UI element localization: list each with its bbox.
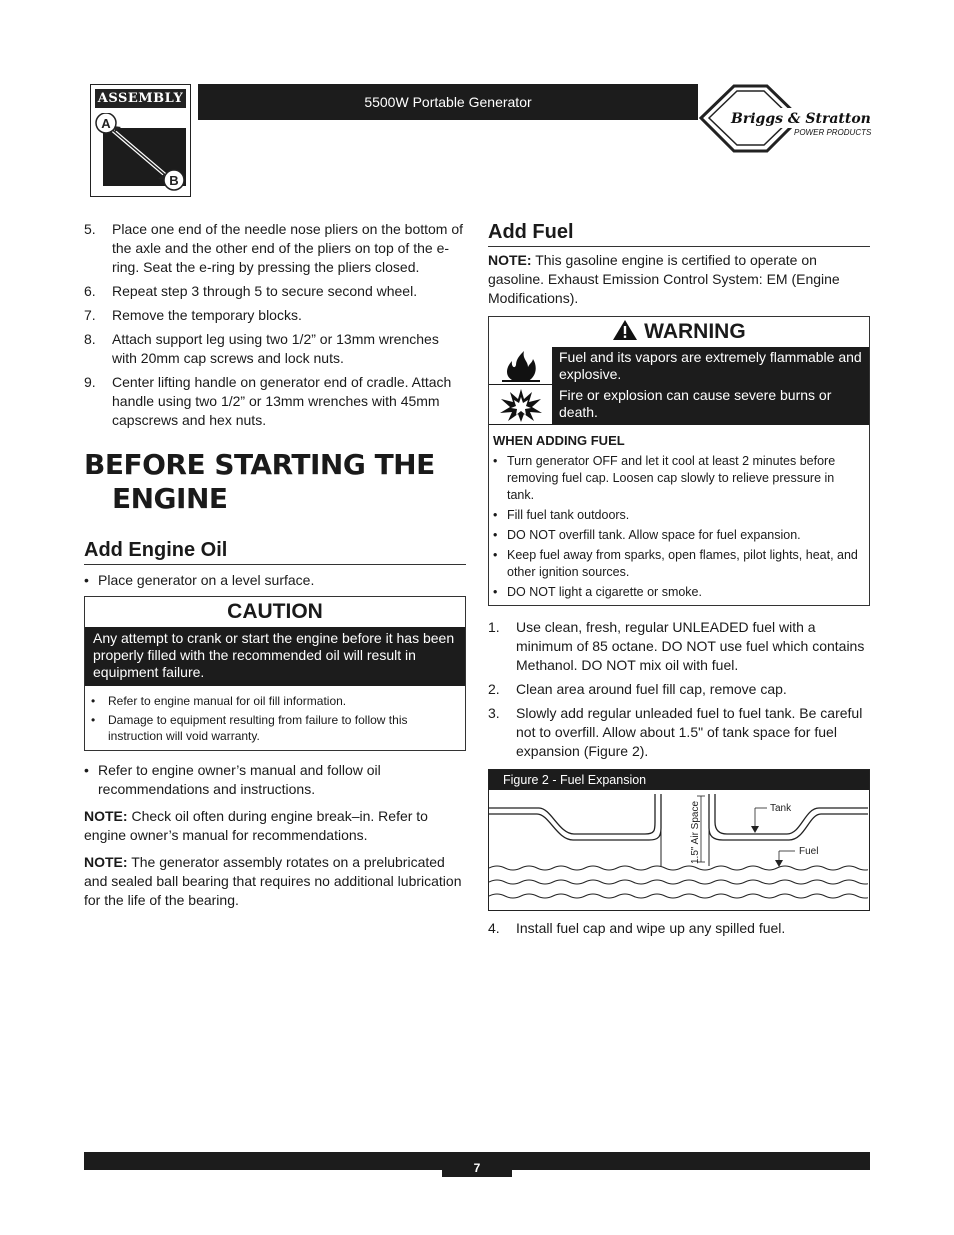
- logo-sub-text: POWER PRODUCTS: [794, 128, 872, 137]
- logo-brand-text: Briggs & Stratton: [731, 111, 871, 127]
- right-column: [488, 220, 870, 943]
- list-item: • Keep fuel away from sparks, open flames, pilot lights, heat, and other ignition sources.: [493, 548, 858, 579]
- point-a-label: A: [101, 116, 111, 131]
- warning-list: [489, 453, 869, 605]
- list-item: 7. Remove the temporary blocks.: [84, 307, 302, 323]
- explosion-icon: [489, 385, 553, 425]
- assembly-a-to-b-icon: [95, 113, 188, 191]
- note-paragraph: NOTE: The generator assembly rotates on a prelubricated and sealed ball bearing that requires no additional lubrication for the life of the bearing.: [84, 854, 462, 908]
- fuel-step-4: [488, 919, 870, 938]
- caution-list: [85, 686, 465, 750]
- fuel-label: Fuel: [799, 846, 819, 857]
- fuel-steps-list: [488, 618, 870, 761]
- list-item: • Fill fuel tank outdoors.: [493, 508, 630, 522]
- list-item: 4. Install fuel cap and wipe up any spilled fuel.: [488, 920, 786, 936]
- caution-heading: CAUTION: [85, 597, 465, 627]
- warning-subheading: WHEN ADDING FUEL: [493, 433, 625, 448]
- warning-row-explosion: Fire or explosion can cause severe burns or death.: [489, 385, 869, 425]
- tank-label: Tank: [770, 803, 792, 814]
- page-number: 7: [442, 1156, 512, 1177]
- list-item: 5. Place one end of the needle nose pliers on the bottom of the axle and the other end of the pliers on top of the e-ring. Seat the e-ring by pressing the pliers closed.: [84, 221, 464, 275]
- fuel-expansion-figure: [488, 769, 870, 911]
- briggs-stratton-logo: [697, 83, 872, 155]
- left-column: [84, 220, 466, 910]
- air-space-label: 1.5" Air Space: [690, 800, 701, 864]
- list-item: • Refer to engine owner’s manual and follow oil recommendations and instructions.: [84, 762, 381, 797]
- list-item: 2. Clean area around fuel fill cap, remove cap.: [488, 681, 787, 697]
- flame-icon: [489, 347, 553, 385]
- assembly-steps-list: [84, 220, 466, 430]
- page-title: 5500W Portable Generator: [198, 84, 698, 120]
- warning-box: [488, 316, 870, 606]
- point-b-label: B: [169, 173, 179, 188]
- caution-box: [84, 596, 466, 751]
- note-paragraph: NOTE: This gasoline engine is certified to operate on gasoline. Exhaust Emission Control System: EM (Engine Modifications).: [488, 252, 840, 306]
- add-engine-oil-heading: Add Engine Oil: [84, 538, 466, 565]
- assembly-section-badge: [90, 84, 191, 197]
- list-item: 1. Use clean, fresh, regular UNLEADED fuel with a minimum of 85 octane. DO NOT use fuel which contains Methanol. DO NOT mix oil with fuel.: [488, 619, 865, 673]
- list-item: • Damage to equipment resulting from failure to follow this instruction will void warranty.: [91, 713, 408, 743]
- warning-heading: WARNING: [489, 317, 869, 347]
- list-item: • DO NOT overfill tank. Allow space for fuel expansion.: [493, 528, 801, 542]
- caution-body: Any attempt to crank or start the engine before it has been properly filled with the recommended oil will result in equipment failure.: [85, 627, 465, 686]
- add-fuel-heading: Add Fuel: [488, 220, 870, 247]
- figure-caption: Figure 2 - Fuel Expansion: [489, 770, 869, 790]
- warning-row-flammable: Fuel and its vapors are extremely flammable and explosive.: [489, 347, 869, 385]
- fuel-tank-diagram: [489, 790, 868, 909]
- assembly-label: ASSEMBLY: [95, 89, 186, 108]
- list-item: 9. Center lifting handle on generator end of cradle. Attach handle using two 1/2” or 13mm wrenches with 45mm capscrews and hex nuts.: [84, 374, 452, 428]
- warning-triangle-icon: [612, 319, 638, 341]
- list-item: • Refer to engine manual for oil fill information.: [91, 694, 347, 708]
- section-title: BEFORE STARTING THE ENGINE: [84, 448, 435, 515]
- list-item: • Place generator on a level surface.: [84, 572, 315, 588]
- list-item: 6. Repeat step 3 through 5 to secure second wheel.: [84, 283, 418, 299]
- list-item: 3. Slowly add regular unleaded fuel to fuel tank. Be careful not to overfill. Allow about 1.5" of tank space for fuel expansion (Figure 2).: [488, 705, 863, 759]
- list-item: • DO NOT light a cigarette or smoke.: [493, 585, 702, 599]
- note-paragraph: NOTE: Check oil often during engine break–in. Refer to engine owner’s manual for recommendations.: [84, 808, 428, 843]
- list-item: 8. Attach support leg using two 1/2” or 13mm wrenches with 20mm cap screws and lock nuts.: [84, 331, 439, 366]
- list-item: • Turn generator OFF and let it cool at least 2 minutes before removing fuel cap. Loosen cap slowly to relieve pressure in tank.: [493, 454, 836, 502]
